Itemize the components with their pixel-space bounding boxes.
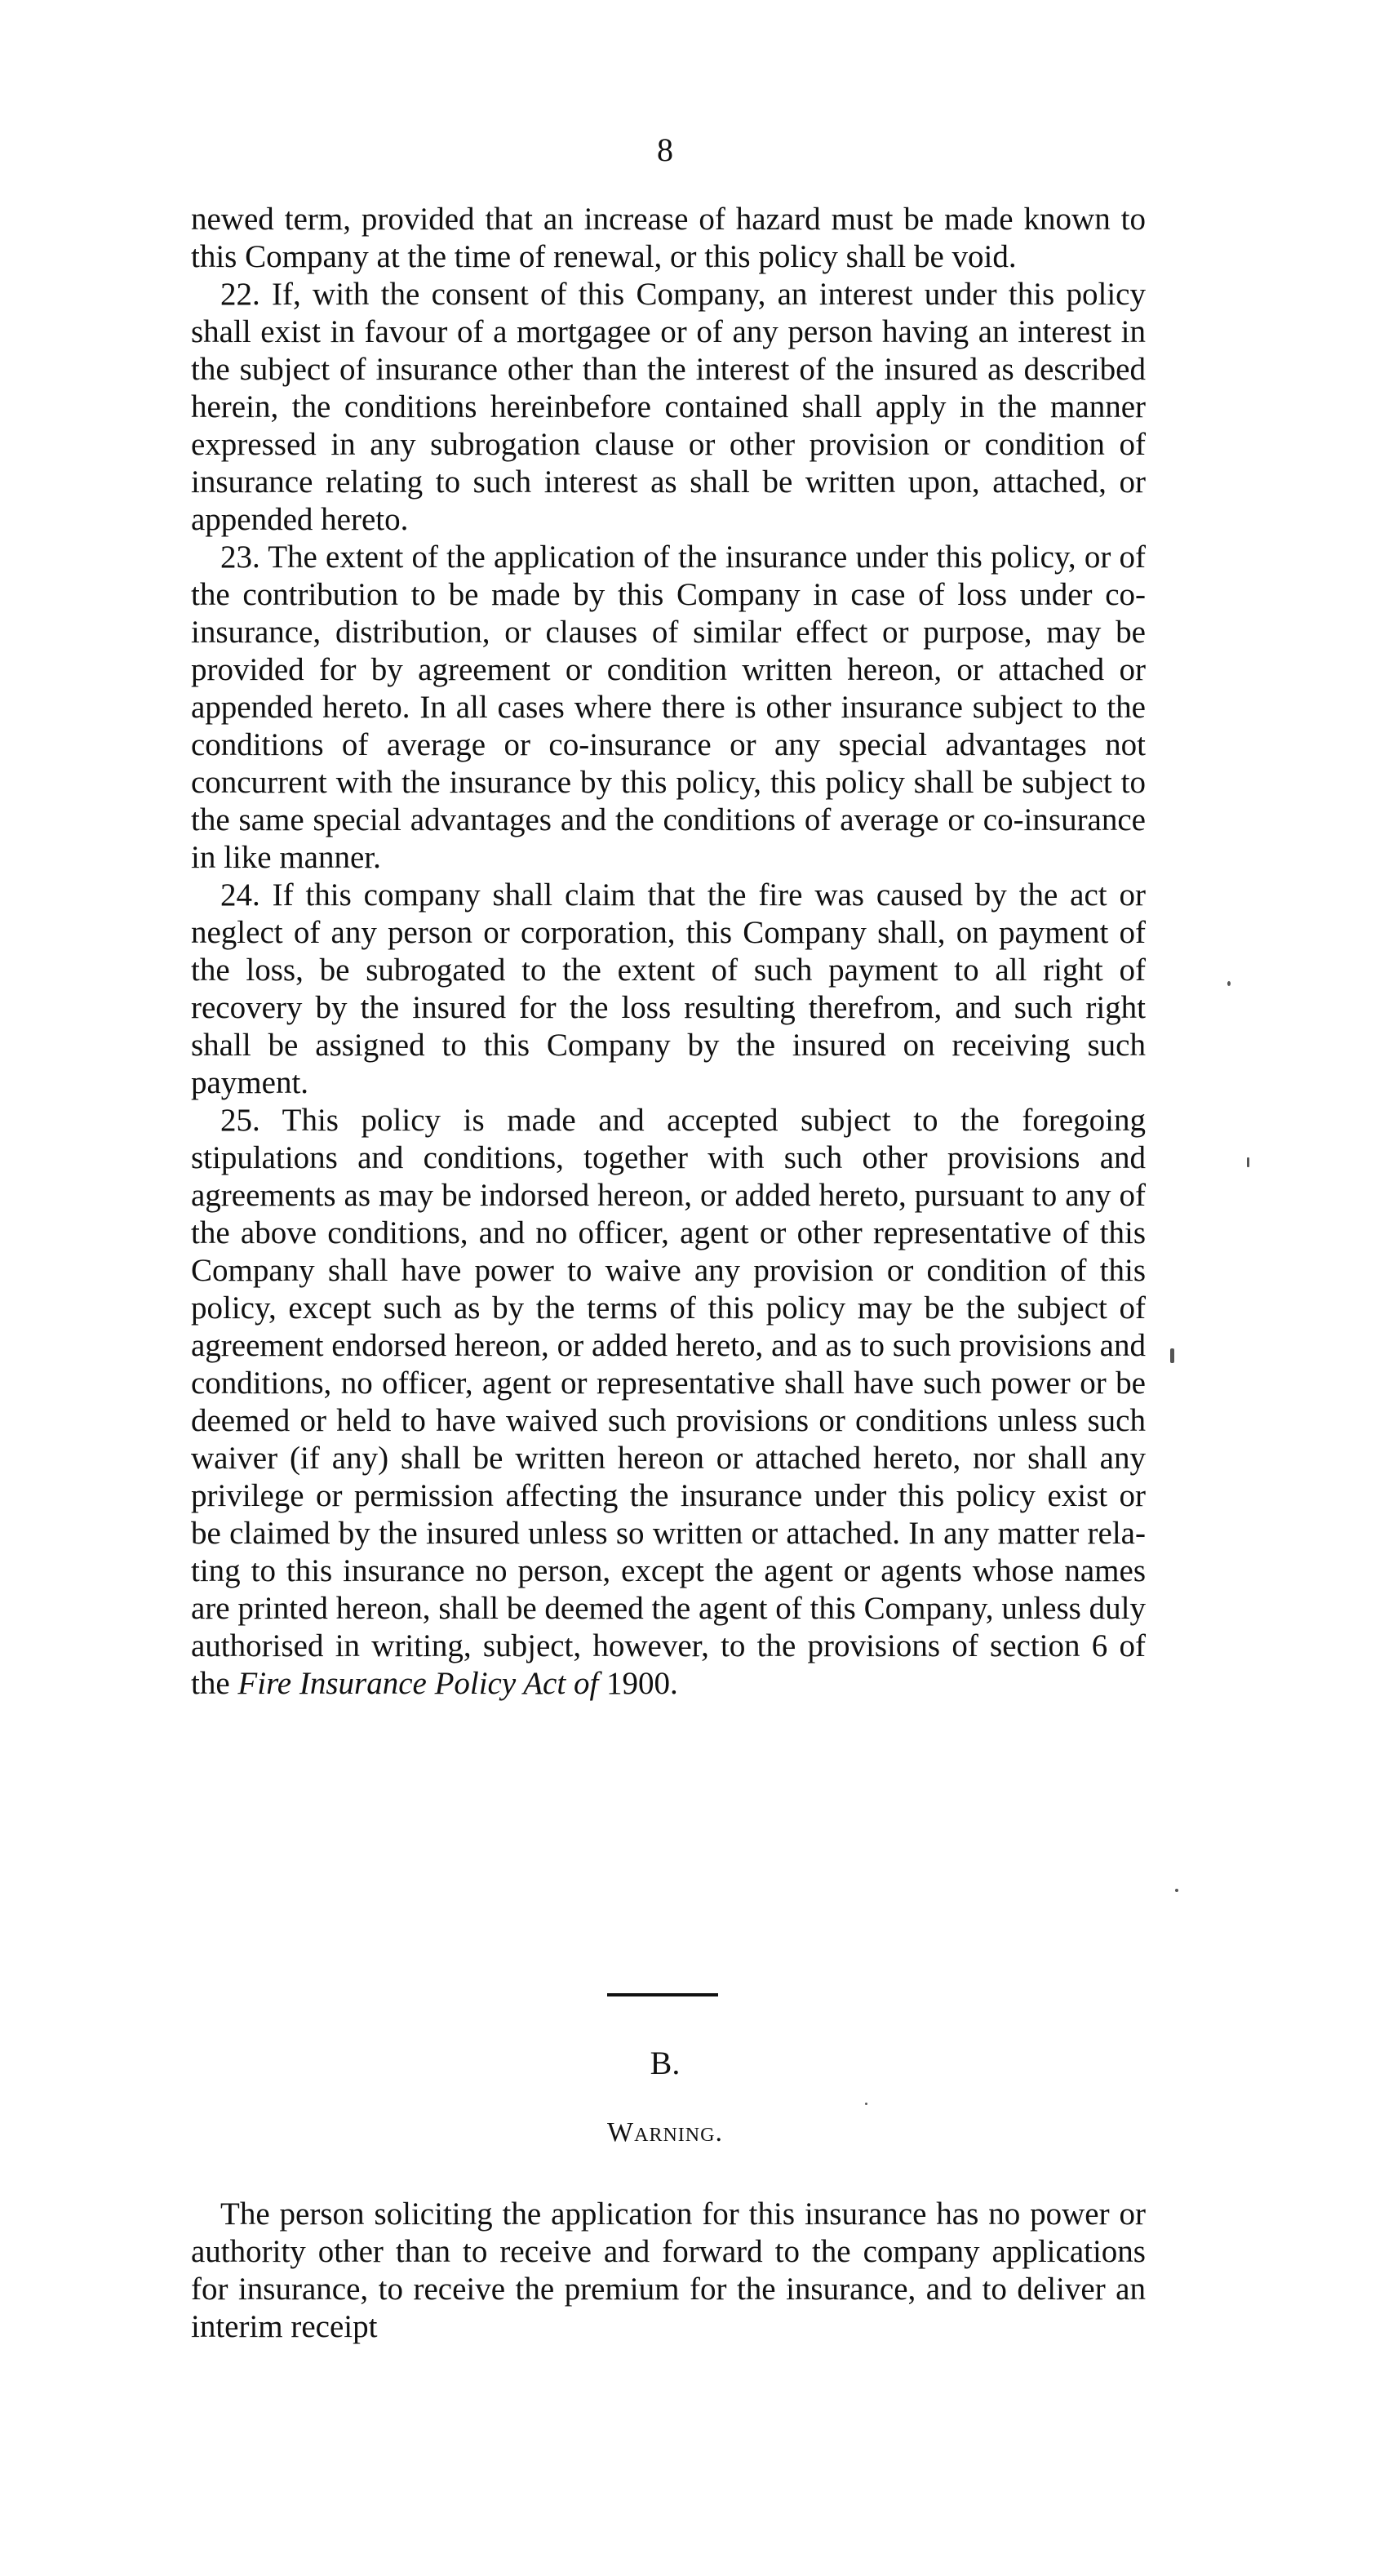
clause-23: 23. The extent of the application of the insurance under this policy, or of the contribution to be made by this Company in case of loss under co-insurance, distribution, or clauses of similar effect or purpose, may be provided for by agreement or condition written hereon, or attached or appended hereto. In all cases where there is other insurance subject to the conditions of average or co-insurance or any special advantages not concurrent with the insurance by this policy, this policy shall be subject to the same special advantages and the conditions of average or co-insurance in like manner.: [191, 540, 1146, 875]
clause-25: [191, 1102, 1146, 1703]
section-letter: B.: [650, 2045, 681, 2081]
page-number: 8: [657, 131, 673, 168]
policy-conditions-text: [191, 201, 1146, 1703]
clause-22: 22. If, with the consent of this Company, an interest under this policy shall exist in favour of a mortgagee or of any person having an interest in the subject of insurance other than the interest of the insured as described herein, the conditions hereinbefore contained shall apply in the manner expressed in any subrogation clause or other provision or condition of insurance relating to such interest as shall be written upon, attached, or appended hereto.: [191, 277, 1146, 537]
warning-paragraph: The person soliciting the application for this insurance has no power or authority other than to receive and forward to the company applications for insurance, to receive the premium for the insurance, and to deliver an interim receipt: [191, 2196, 1146, 2344]
scan-speck: [1227, 981, 1231, 986]
act-year: 1900.: [606, 1666, 678, 1701]
act-title: Fire Insurance Policy Act of: [237, 1666, 599, 1701]
scan-speck: [1175, 1889, 1178, 1892]
scan-speck: [1247, 1157, 1249, 1167]
scan-speck: [865, 2103, 867, 2105]
scan-speck: [1170, 1348, 1174, 1363]
clause-24: 24. If this company shall claim that the fire was caused by the act or neglect of any person or corporation, this Company shall, on payment of the loss, be subrogated to the extent of such payment to all right of recovery by the insured for the loss resulting therefrom, and such right shall be assigned to this Company by the insured on receiving such payment.: [191, 877, 1146, 1100]
section-divider: [607, 1993, 718, 1996]
continuation-paragraph: newed term, provided that an increase of hazard must be made known to this Company at the time of renewal, or this policy shall be void.: [191, 202, 1146, 274]
clause-25-text: 25. This policy is made and accepted subject to the foregoing stipulations and conditions, together with such other provisions and agreements as may be indorsed hereon, or added hereto, pursuant to any of the above conditions, and no officer, agent or other representative of this Company shall have power to waive any provision or condition of this policy, except such as by the terms of this policy may be the subject of agreement endorsed hereon, or added hereto, and as to such provisions and conditions, no officer, agent or representative shall have such power or be deemed or held to have waived such provisions or conditions unless such waiver (if any) shall be written hereon or attached hereto, nor shall any privilege or permission affecting the insurance under this policy exist or be claimed by the insured unless so written or attached. In any matter relating to this insurance no person, except the agent or agents whose names are printed hereon, shall be deemed the agent of this Company, unless duly authorised in writing, subject, however, to the provisions of section 6 of the: [191, 1103, 1146, 1701]
section-heading: Warning.: [607, 2117, 723, 2147]
